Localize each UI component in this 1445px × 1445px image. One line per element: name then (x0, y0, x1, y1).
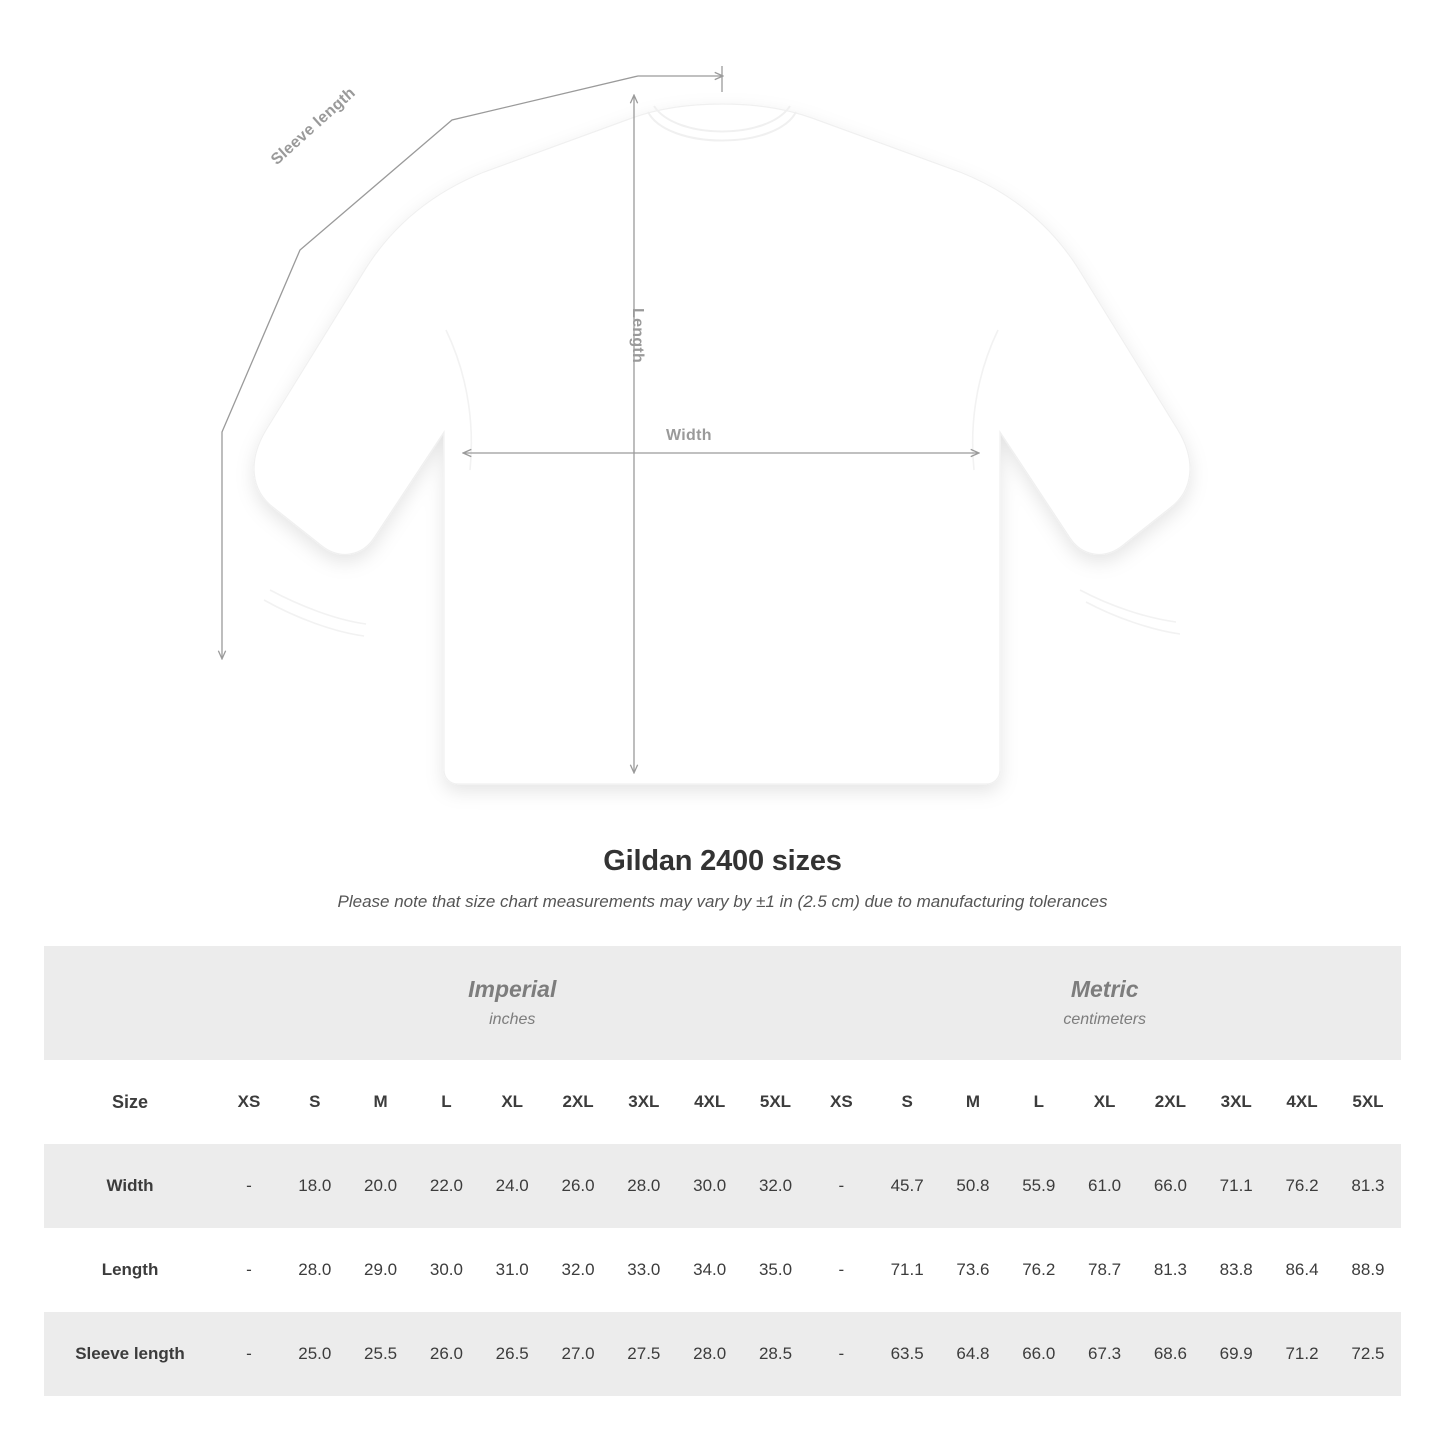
unit-group-metric-name: Metric (1070, 976, 1139, 1003)
cell-sleeve-imperial-2xl: 27.0 (545, 1312, 611, 1396)
cell-width-metric-m: 50.8 (940, 1144, 1006, 1228)
cell-sleeve-metric-xs: - (808, 1312, 874, 1396)
unit-spacer-cell (44, 946, 216, 1060)
cell-sleeve-imperial-xl: 26.5 (479, 1312, 545, 1396)
cell-length-imperial-s: 28.0 (282, 1228, 348, 1312)
cell-sleeve-metric-4xl: 71.2 (1269, 1312, 1335, 1396)
cell-sleeve-metric-3xl: 69.9 (1203, 1312, 1269, 1396)
cell-sleeve-imperial-4xl: 28.0 (677, 1312, 743, 1396)
unit-group-imperial-sub: inches (489, 1010, 536, 1028)
header-size-metric-5xl: 5XL (1335, 1060, 1401, 1144)
cell-sleeve-metric-s: 63.5 (874, 1312, 940, 1396)
unit-group-imperial (216, 946, 808, 1060)
cell-width-imperial-xl: 24.0 (479, 1144, 545, 1228)
cell-sleeve-metric-m: 64.8 (940, 1312, 1006, 1396)
page-title: Gildan 2400 sizes (603, 845, 842, 877)
cell-width-imperial-s: 18.0 (282, 1144, 348, 1228)
cell-length-imperial-5xl: 35.0 (743, 1228, 809, 1312)
header-size-label: Size (44, 1060, 216, 1144)
header-size-imperial-4xl: 4XL (677, 1060, 743, 1144)
cell-length-metric-m: 73.6 (940, 1228, 1006, 1312)
cell-width-metric-3xl: 71.1 (1203, 1144, 1269, 1228)
row-label-width: Width (44, 1144, 216, 1228)
header-size-metric-xl: XL (1072, 1060, 1138, 1144)
cell-width-metric-xs: - (808, 1144, 874, 1228)
row-label-length: Length (44, 1228, 216, 1312)
header-size-metric-xs: XS (808, 1060, 874, 1144)
cell-sleeve-imperial-5xl: 28.5 (743, 1312, 809, 1396)
cell-width-metric-2xl: 66.0 (1137, 1144, 1203, 1228)
cell-sleeve-metric-xl: 67.3 (1072, 1312, 1138, 1396)
cell-sleeve-imperial-m: 25.5 (348, 1312, 414, 1396)
unit-group-metric (808, 946, 1401, 1060)
sleeve-length-label: Sleeve length (268, 84, 359, 169)
cell-length-metric-4xl: 86.4 (1269, 1228, 1335, 1312)
cell-sleeve-imperial-s: 25.0 (282, 1312, 348, 1396)
cell-length-metric-xl: 78.7 (1072, 1228, 1138, 1312)
header-size-imperial-xs: XS (216, 1060, 282, 1144)
header-size-metric-4xl: 4XL (1269, 1060, 1335, 1144)
header-size-metric-s: S (874, 1060, 940, 1144)
header-size-imperial-l: L (414, 1060, 480, 1144)
cell-width-imperial-4xl: 30.0 (677, 1144, 743, 1228)
table-row-length (44, 1228, 1401, 1312)
cell-length-metric-5xl: 88.9 (1335, 1228, 1401, 1312)
cell-length-metric-3xl: 83.8 (1203, 1228, 1269, 1312)
header-size-metric-m: M (940, 1060, 1006, 1144)
header-size-imperial-s: S (282, 1060, 348, 1144)
cell-length-metric-s: 71.1 (874, 1228, 940, 1312)
header-size-imperial-xl: XL (479, 1060, 545, 1144)
cell-length-metric-l: 76.2 (1006, 1228, 1072, 1312)
cell-length-imperial-2xl: 32.0 (545, 1228, 611, 1312)
cell-length-imperial-l: 30.0 (414, 1228, 480, 1312)
cell-length-imperial-xs: - (216, 1228, 282, 1312)
cell-width-imperial-m: 20.0 (348, 1144, 414, 1228)
header-size-metric-2xl: 2XL (1137, 1060, 1203, 1144)
unit-group-metric-sub: centimeters (1063, 1010, 1147, 1028)
table-row-width (44, 1144, 1401, 1228)
size-header-row (44, 1060, 1401, 1144)
cell-sleeve-imperial-xs: - (216, 1312, 282, 1396)
cell-sleeve-imperial-3xl: 27.5 (611, 1312, 677, 1396)
page-subtitle: Please note that size chart measurements may vary by ±1 in (2.5 cm) due to manufacturing tolerances (337, 892, 1108, 911)
cell-width-imperial-xs: - (216, 1144, 282, 1228)
header-size-imperial-3xl: 3XL (611, 1060, 677, 1144)
shirt-shape (254, 104, 1190, 784)
table-row-sleeve-length (44, 1312, 1401, 1396)
cell-width-metric-xl: 61.0 (1072, 1144, 1138, 1228)
cell-width-metric-s: 45.7 (874, 1144, 940, 1228)
cell-width-metric-5xl: 81.3 (1335, 1144, 1401, 1228)
header-size-imperial-m: M (348, 1060, 414, 1144)
cell-length-metric-2xl: 81.3 (1137, 1228, 1203, 1312)
cell-sleeve-imperial-l: 26.0 (414, 1312, 480, 1396)
header-size-metric-3xl: 3XL (1203, 1060, 1269, 1144)
cell-length-imperial-3xl: 33.0 (611, 1228, 677, 1312)
size-table (44, 946, 1401, 1396)
cell-sleeve-metric-l: 66.0 (1006, 1312, 1072, 1396)
header-size-metric-l: L (1006, 1060, 1072, 1144)
cell-length-imperial-xl: 31.0 (479, 1228, 545, 1312)
title-block (0, 845, 1445, 912)
length-label: Length (629, 308, 646, 364)
cell-width-metric-l: 55.9 (1006, 1144, 1072, 1228)
header-size-imperial-2xl: 2XL (545, 1060, 611, 1144)
cell-width-metric-4xl: 76.2 (1269, 1144, 1335, 1228)
cell-length-imperial-m: 29.0 (348, 1228, 414, 1312)
width-label: Width (666, 427, 712, 444)
unit-header-row (44, 946, 1401, 1060)
cell-sleeve-metric-5xl: 72.5 (1335, 1312, 1401, 1396)
header-size-imperial-5xl: 5XL (743, 1060, 809, 1144)
cell-width-imperial-5xl: 32.0 (743, 1144, 809, 1228)
row-label-sleeve-length: Sleeve length (44, 1312, 216, 1396)
cell-width-imperial-2xl: 26.0 (545, 1144, 611, 1228)
cell-width-imperial-l: 22.0 (414, 1144, 480, 1228)
cell-length-metric-xs: - (808, 1228, 874, 1312)
unit-group-imperial-name: Imperial (468, 976, 557, 1003)
cell-sleeve-metric-2xl: 68.6 (1137, 1312, 1203, 1396)
size-table-wrapper (44, 946, 1401, 1396)
cell-length-imperial-4xl: 34.0 (677, 1228, 743, 1312)
cell-width-imperial-3xl: 28.0 (611, 1144, 677, 1228)
